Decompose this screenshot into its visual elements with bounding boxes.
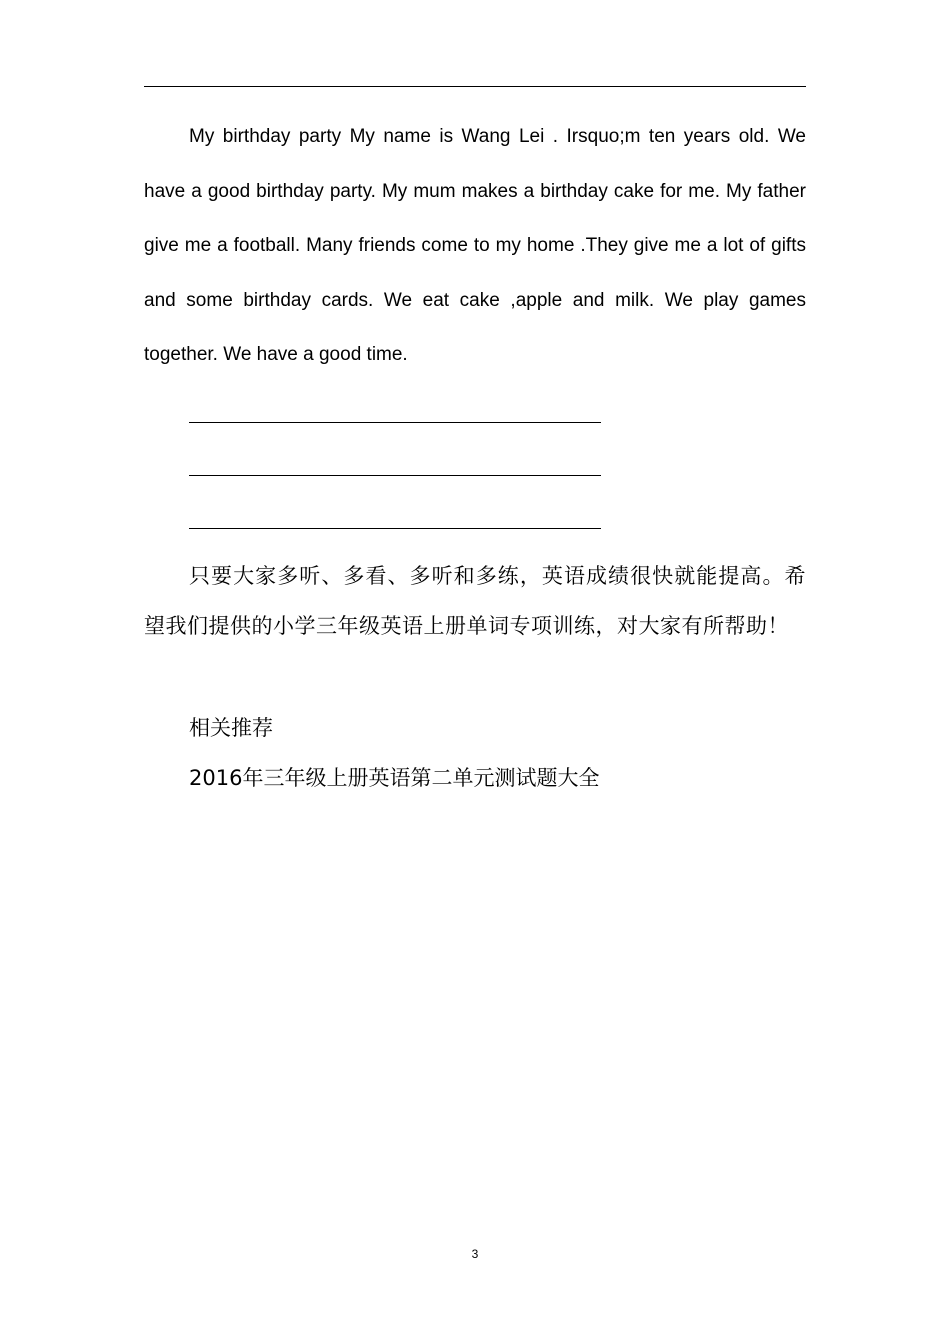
answer-blank-line-3[interactable]: [189, 528, 601, 529]
page-number: 3: [471, 1247, 479, 1261]
related-recommendation-link[interactable]: 2016年三年级上册英语第二单元测试题大全: [189, 766, 600, 790]
related-recommendations-label: 相关推荐: [189, 716, 273, 740]
answer-blank-line-1[interactable]: [189, 422, 601, 423]
closing-paragraph: 只要大家多听、多看、多听和多练，英语成绩很快就能提高。希望我们提供的小学三年级英语上册单词专项训练，对大家有所帮助！: [144, 564, 806, 638]
header-rule: [144, 86, 806, 87]
reading-passage: My birthday party My name is Wang Lei . Irsquo;m ten years old. We have a good birthday party. My mum makes a birthday cake for me. My father give me a football. Many friends come to my home .They give me a lot of gifts and some birthday cards. We eat cake ,apple and milk. We play games together. We have a good time.: [144, 126, 806, 366]
answer-blank-line-2[interactable]: [189, 475, 601, 476]
